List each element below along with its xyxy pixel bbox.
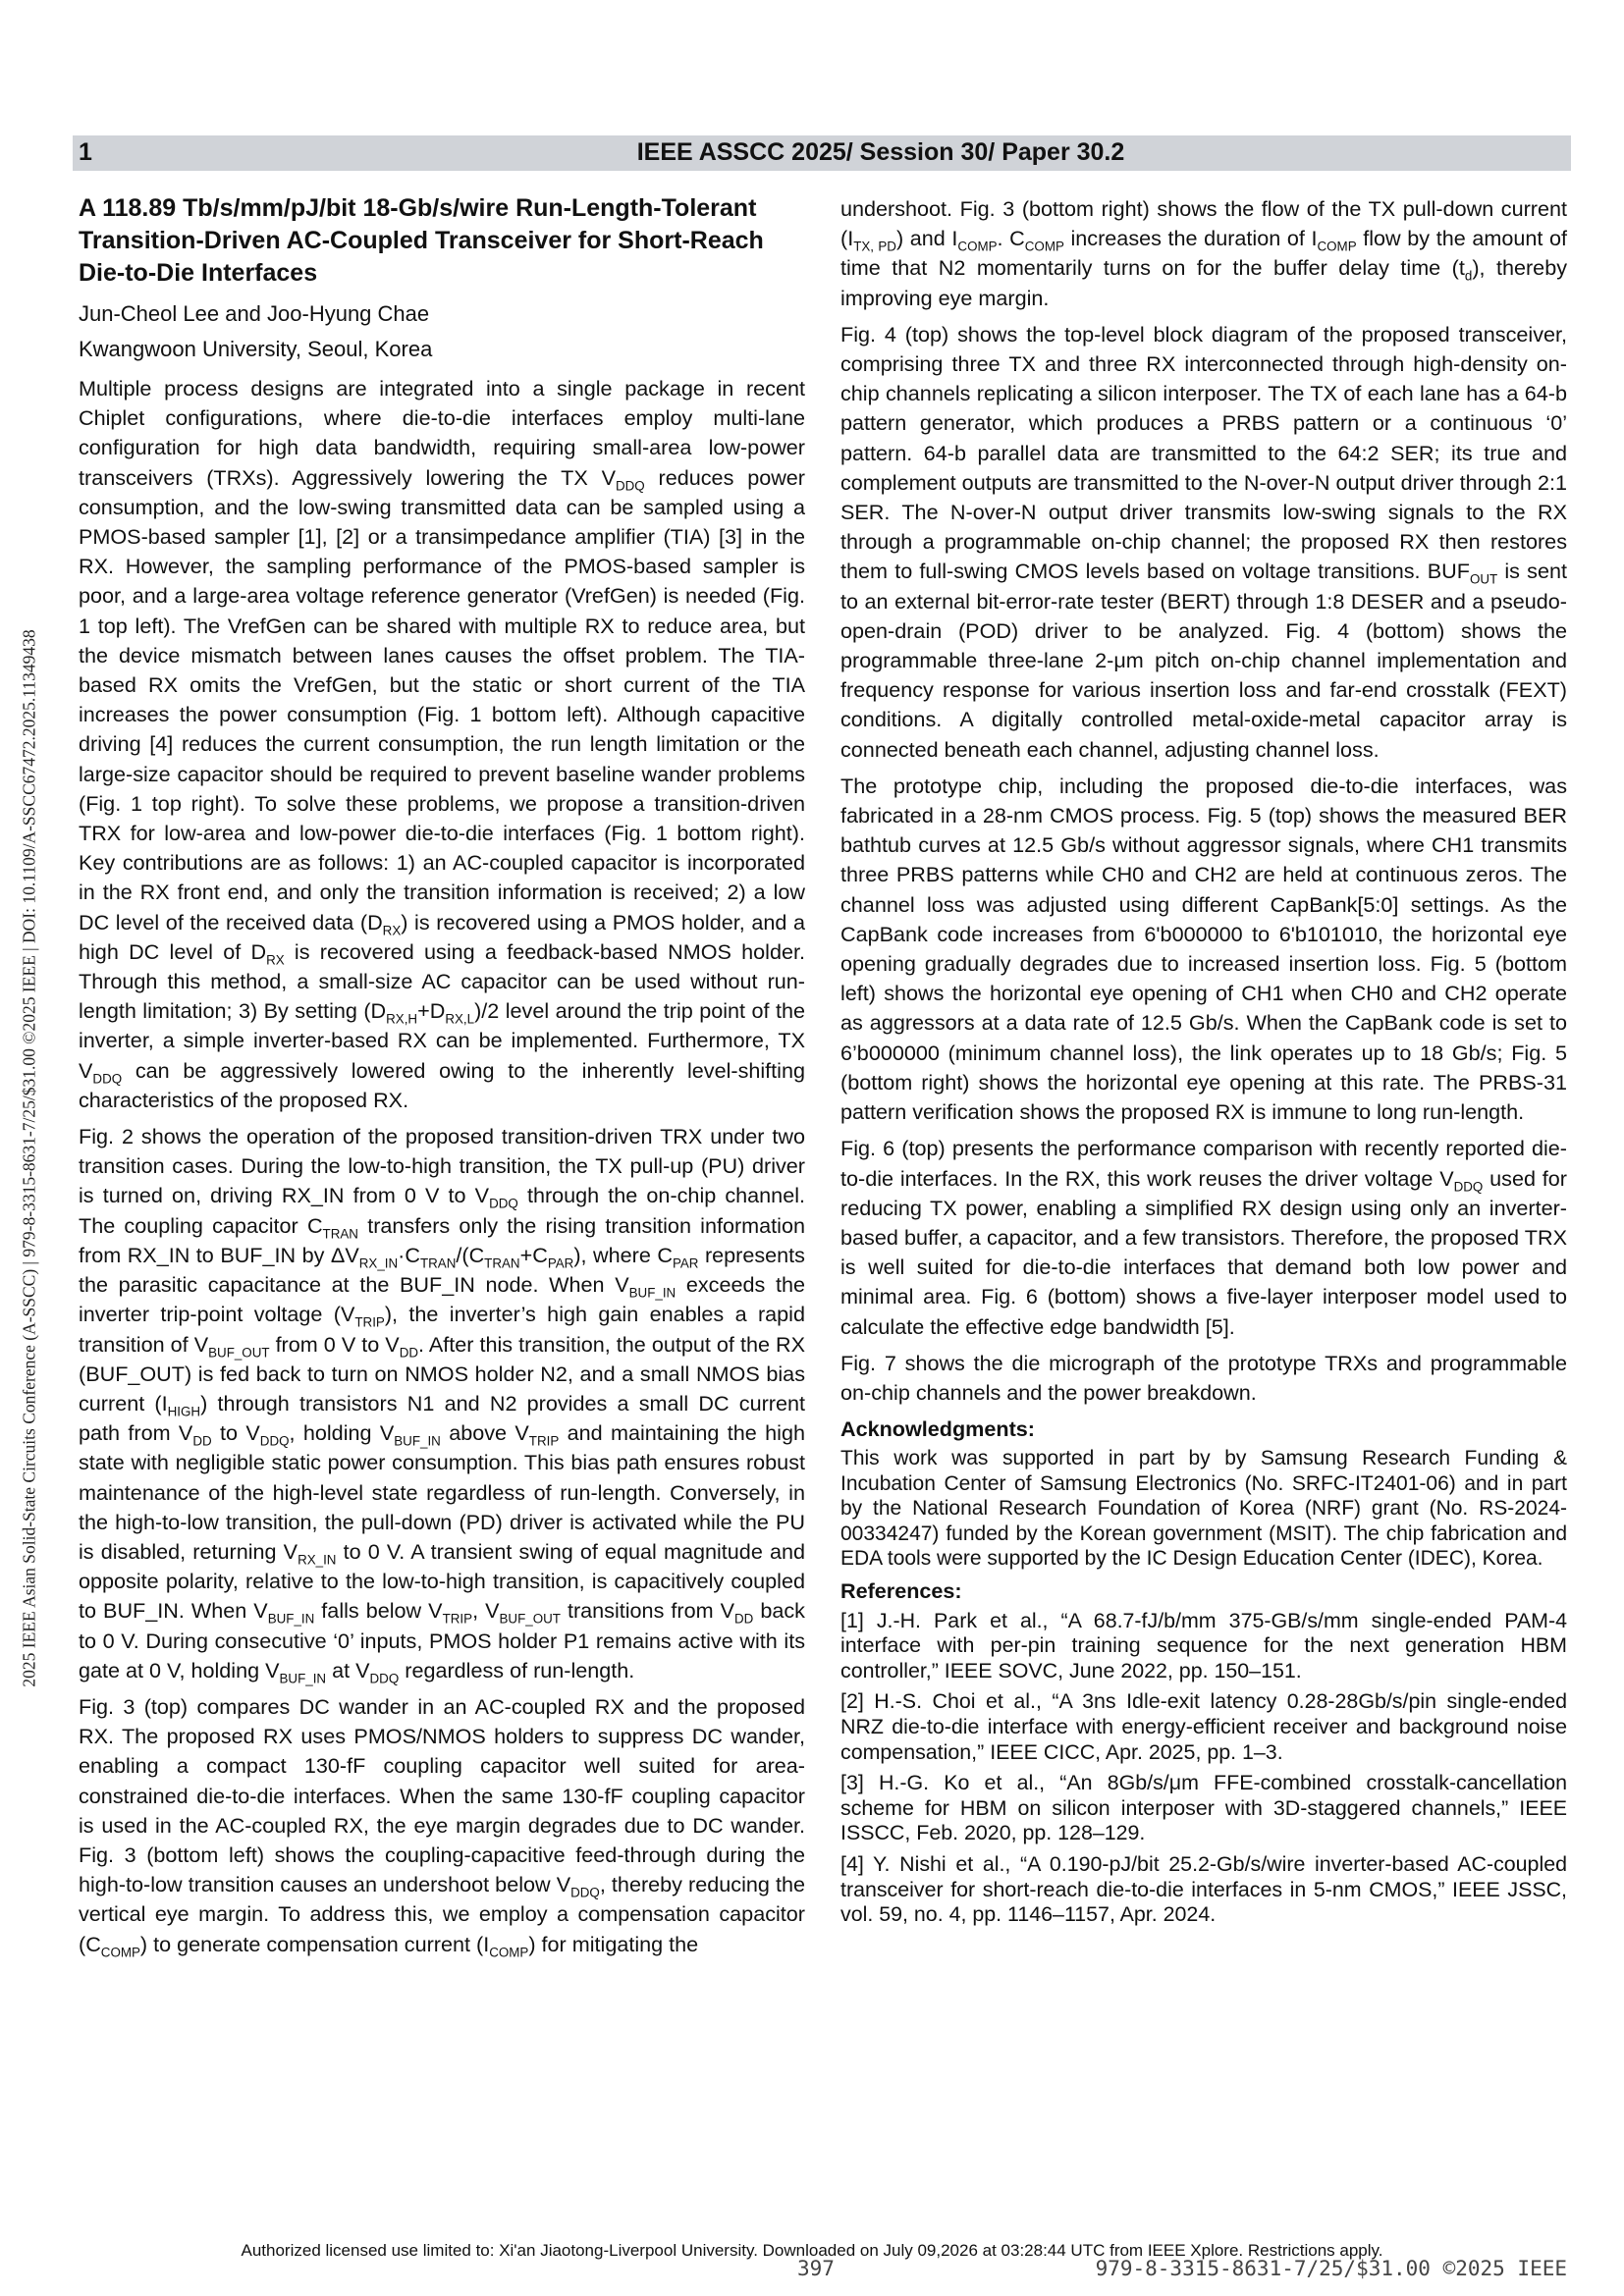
header-page-number: 1 [79,138,92,166]
header-session: IEEE ASSCC 2025/ Session 30/ Paper 30.2 [636,138,1125,166]
paper-authors: Jun-Cheol Lee and Joo-Hyung Chae [79,301,430,326]
body-paragraph: The prototype chip, including the proposed die-to-die interfaces, was fabricated in a 28-nm CMOS process. Fig. 5 (top) shows the measured BER bathtub curves at 12.5 Gb/s without aggressor signals, where CH1 transmits three PRBS patterns while CH0 and CH2 are held at continuous zeros. The channel loss was adjusted using different CapBank[5:0] settings. As the CapBank code increases from 6'b000000 to 6'b101010, the horizontal eye opening gradually degrades due to increased insertion loss. Fig. 5 (bottom left) shows the horizontal eye opening of CH1 when CH0 and CH2 operate as aggressors at a data rate of 12.5 Gb/s. When the CapBank code is set to 6’b000000 (minimum channel loss), the link operates up to 18 Gb/s; Fig. 5 (bottom right) shows the horizontal eye opening at this rate. The PRBS-31 pattern verification shows the proposed RX is immune to long run-length. [840,773,1567,1125]
paper-title: A 118.89 Tb/s/mm/pJ/bit 18-Gb/s/wire Run-Length-Tolerant Transition-Driven AC-Coupled Transceiver for Short-Reach Die-to-Die Interfaces [79,194,764,287]
left-column [79,192,805,1966]
page-header [73,135,1571,171]
footer-copyright: 979-8-3315-8631-7/25/$31.00 ©2025 IEEE [1095,2257,1567,2280]
reference-item: [3] H.-G. Ko et al., “An 8Gb/s/μm FFE-combined crosstalk-cancellation scheme for HBM on silicon interposer with 3D-staggered channels,” IEEE ISSCC, Feb. 2020, pp. 128–129. [840,1771,1567,1845]
license-footer: Authorized licensed use limited to: Xi'an Jiaotong-Liverpool University. Downloaded on July 09,2026 at 03:28:44 UTC from IEEE Xplore. Restrictions apply. [241,2241,1383,2260]
right-column [840,194,1567,1934]
body-paragraph: Fig. 3 (top) compares DC wander in an AC-coupled RX and the proposed RX. The proposed RX uses PMOS/NMOS holders to suppress DC wander, enabling a compact 130-fF coupling capacitor well suited for area-constrained die-to-die interfaces. When the same 130-fF coupling capacitor is used in the AC-coupled RX, the eye margin degrades due to DC wander. Fig. 3 (bottom left) shows the coupling-capacitive feed-through during the high-to-low transition causes an undershoot below $V_{DDQ}$, thereby reducing the vertical eye margin. To address this, we employ a compensation capacitor $(C_{COMP})$ to generate compensation current $(I_{COMP})$ for mitigating the [79,1693,805,1959]
body-paragraph: Fig. 4 (top) shows the top-level block diagram of the proposed transceiver, comprising three TX and three RX interconnected through high-density on-chip channels replicating a silicon interposer. The TX of each lane has a 64-b pattern generator, which produces a PRBS pattern or a continuous ‘0’ pattern. 64-b parallel data are transmitted to the 64:2 SER; its true and complement outputs are transmitted to the N-over-N output driver through 2:1 SER. The N-over-N output driver transmits low-swing signals to the RX through a programmable on-chip channel; the proposed RX then restores them to full-swing CMOS levels based on voltage transitions. $BUF_{OUT}$ is sent to an external bit-error-rate tester (BERT) through 1:8 DESER and a pseudo-open-drain (POD) driver to be analyzed. Fig. 4 (bottom) shows the programmable three-lane 2-μm pitch on-chip channel implementation and frequency response for various insertion loss and far-end crosstalk (FEXT) conditions. A digitally controlled metal-oxide-metal capacitor array is connected beneath each channel, adjusting channel loss. [840,321,1567,762]
body-paragraph: undershoot. Fig. 3 (bottom right) shows the flow of the TX pull-down current $(I_{TX, PD})$ and $I_{COMP}$. $C_{COMP}$ increases the duration of $I_{COMP}$ flow by the amount of time that N2 momentarily turns on for the buffer delay time $(t_d)$, thereby improving eye margin. [840,196,1567,310]
acknowledgments-heading: Acknowledgments: [840,1416,1035,1442]
body-paragraph: Fig. 6 (top) presents the performance comparison with recently reported die-to-die interfaces. In the RX, this work reuses the driver voltage $V_{DDQ}$ used for reducing TX power, enabling a simplified RX design using only an inverter-based buffer, a capacitor, and a few transistors. Therefore, the proposed TRX is well suited for die-to-die interfaces that demand both low power and minimal area. Fig. 6 (bottom) shows a five-layer interposer model used to calculate the effective edge bandwidth [5]. [840,1136,1567,1339]
body-paragraph: Fig. 7 shows the die micrograph of the prototype TRXs and programmable on-chip channels and the power breakdown. [840,1350,1567,1405]
paper-affiliation: Kwangwoon University, Seoul, Korea [79,337,433,361]
footer-page-number: 397 [797,2257,835,2280]
acknowledgments-text: This work was supported in part by by Samsung Research Funding & Incubation Center of Samsung Electronics (No. SRFC-IT2401-06) and in part by the National Research Foundation of Korea (NRF) grant (No. RS-2024-00334247) funded by the Korean government (MSIT). The chip fabrication and EDA tools were supported by the IC Design Education Center (IDEC), Korea. [840,1447,1567,1570]
reference-item: [4] Y. Nishi et al., “A 0.190-pJ/bit 25.2-Gb/s/wire inverter-based AC-coupled transceiver for short-reach die-to-die interfaces in 5-nm CMOS,” IEEE JSSC, vol. 59, no. 4, pp. 1146–1157, Apr. 2024. [840,1851,1567,1927]
body-paragraph: Multiple process designs are integrated into a single package in recent Chiplet configurations, where die-to-die interfaces employ multi-lane configuration for high data bandwidth, requiring small-area low-power transceivers (TRXs). Aggressively lowering the TX $V_{DDQ}$ reduces power consumption, and the low-swing transmitted data can be sampled using a PMOS-based sampler [1], [2] or a transimpedance amplifier (TIA) [3] in the RX. However, the sampling performance of the PMOS-based sampler is poor, and a large-area voltage reference generator (VrefGen) is needed (Fig. 1 top left). The VrefGen can be shared with multiple RX to reduce area, but the device mismatch between lanes causes the offset problem. The TIA-based RX omits the VrefGen, but the static or short current of the TIA increases the power consumption (Fig. 1 bottom left). Although capacitive driving [4] reduces the current consumption, the run length limitation or the large-size capacitor should be required to prevent baseline wander problems (Fig. 1 top right). To solve these problems, we propose a transition-driven TRX for low-area and low-power die-to-die interfaces (Fig. 1 bottom right). Key contributions are as follows: 1) an AC-coupled capacitor is incorporated in the RX front end, and only the transition information is received; 2) a low DC level of the received data $(D_{RX})$ is recovered using a PMOS holder, and a high DC level of $D_{RX}$ is recovered using a feedback-based NMOS holder. Through this method, a small-size AC capacitor can be used without run-length limitation; 3) By setting $(D_{RX,H}+D_{RX,L})/2$ level around the trip point of the inverter, a simple inverter-based RX can be implemented. Furthermore, TX $V_{DDQ}$ can be aggressively lowered owing to the inherently level-shifting characteristics of the proposed RX. [79,376,806,1112]
reference-item: [2] H.-S. Choi et al., “A 3ns Idle-exit latency 0.28-28Gb/s/pin single-ended NRZ die-to-die interface with energy-efficient receiver and background noise compensation,” IEEE CICC, Apr. 2025, pp. 1–3. [840,1689,1567,1764]
body-paragraph: Fig. 2 shows the operation of the proposed transition-driven TRX under two transition cases. During the low-to-high transition, the TX pull-up (PU) driver is turned on, driving RX_IN from 0 V to $V_{DDQ}$ through the on-chip channel. The coupling capacitor $C_{TRAN}$ transfers only the rising transition information from RX_IN to BUF_IN by $\Delta V_{RX\_IN}\cdot C_{TRAN}/(C_{TRAN}+C_{PAR})$, where $C_{PAR}$ represents the parasitic capacitance at the BUF_IN node. When $V_{BUF\_IN}$ exceeds the inverter trip-point voltage $(V_{TRIP})$, the inverter’s high gain enables a rapid transition of $V_{BUF\_OUT}$ from 0 V to $V_{DD}$. After this transition, the output of the RX (BUF_OUT) is fed back to turn on NMOS holder N2, and a small NMOS bias current $(I_{HIGH})$ through transistors N1 and N2 provides a small DC current path from $V_{DD}$ to $V_{DDQ}$, holding $V_{BUF\_IN}$ above $V_{TRIP}$ and maintaining the high state with negligible static power consumption. This bias path ensures robust maintenance of the high-level state regardless of run-length. Conversely, in the high-to-low transition, the pull-down (PD) driver is activated while the PU is disabled, returning $V_{RX\_IN}$ to 0 V. A transient swing of equal magnitude and opposite polarity, relative to the low-to-high transition, is capacitively coupled to BUF_IN. When $V_{BUF\_IN}$ falls below $V_{TRIP}$, $V_{BUF\_OUT}$ transitions from $V_{DD}$ back to 0 V. During consecutive ‘0’ inputs, PMOS holder P1 remains active with its gate at 0 V, holding $V_{BUF\_IN}$ at $V_{DDQ}$ regardless of run-length. [79,1124,806,1686]
references-heading: References: [840,1578,962,1604]
sidebar-citation-text: 2025 IEEE Asian Solid-State Circuits Conference (A-SSCC) | 979-8-3315-8631-7/25/$31.00 ©2025 IEEE | DOI: 10.1109/A-SSCC67472.2025.11349438 [19,629,39,1687]
reference-item: [1] J.-H. Park et al., “A 68.7-fJ/b/mm 375-GB/s/mm single-ended PAM-4 interface with per-pin training sequence for the next generation HBM controller,” IEEE SOVC, June 2022, pp. 150–151. [840,1608,1567,1682]
